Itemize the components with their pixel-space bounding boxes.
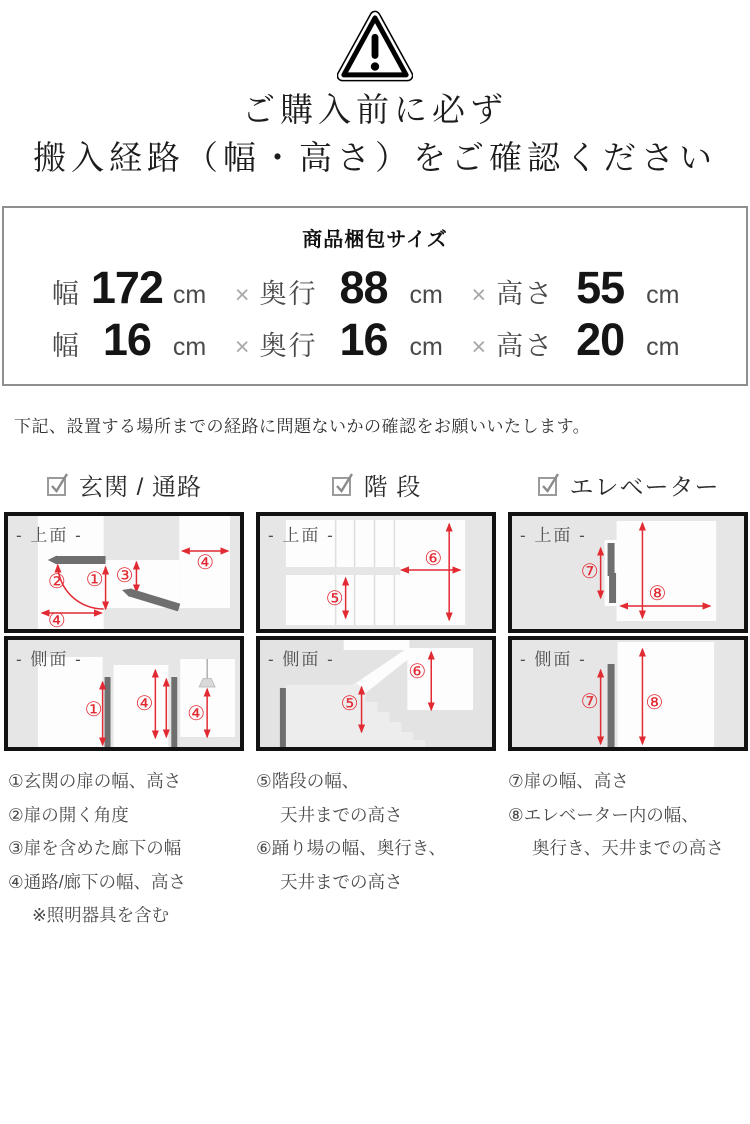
- width-value: 172: [90, 262, 163, 313]
- top-view-label: - 上面 -: [268, 526, 335, 545]
- package-size-box: [2, 206, 748, 386]
- section-header-stairs: [256, 469, 496, 499]
- legend-item: ⑦扉の幅、高さ: [508, 771, 629, 791]
- unit-label: cm: [409, 281, 443, 309]
- legend-item: 天井までの高さ: [280, 804, 403, 825]
- elevator-door-bar-2: [609, 573, 616, 603]
- ceiling-strip: [344, 640, 410, 650]
- warning-icon: [337, 10, 413, 82]
- package-size-title: 商品梱包サイズ: [302, 229, 448, 251]
- entrance-top-view-panel: [4, 512, 244, 633]
- times-separator: ×: [234, 281, 250, 309]
- height-value: 55: [576, 262, 625, 313]
- legend-item: ④通路/廊下の幅、高さ: [8, 871, 187, 892]
- dimension-mark-1: ①: [85, 568, 104, 592]
- door-frame-2: [171, 677, 177, 747]
- legend-item: ②扉の開く角度: [8, 804, 129, 825]
- depth-label: 奥行: [259, 331, 318, 361]
- entrance-side-view-panel: [4, 636, 244, 751]
- width-label: 幅: [51, 279, 81, 309]
- dimension-mark-8: ⑧: [645, 691, 664, 715]
- legend-item: ③扉を含めた廊下の幅: [8, 838, 182, 858]
- times-separator: ×: [234, 333, 250, 361]
- section-elevator: [508, 469, 748, 751]
- dimension-mark-6: ⑥: [424, 547, 443, 571]
- dimension-mark-3: ③: [115, 564, 134, 588]
- legend-elevator: [508, 765, 750, 933]
- times-separator: ×: [471, 281, 487, 309]
- dimension-mark-4d: ④: [187, 702, 206, 726]
- dimension-mark-4: ④: [135, 692, 154, 716]
- unit-label: cm: [646, 281, 680, 309]
- section-entrance: [4, 469, 244, 751]
- section-stairs: [256, 469, 496, 751]
- stairs-side-view-panel: [256, 636, 496, 751]
- depth-label: 奥行: [259, 279, 318, 309]
- section-title: 玄関 / 通路: [78, 473, 202, 501]
- height-value: 20: [576, 314, 625, 365]
- legend-stairs: [256, 765, 508, 933]
- depth-value: 88: [339, 262, 388, 313]
- elevator-car-interior: [618, 642, 715, 747]
- door-frame: [280, 688, 286, 747]
- elevator-top-view-panel: [508, 512, 748, 633]
- top-view-label: - 上面 -: [520, 526, 587, 545]
- stairs-top-view-panel: [256, 512, 496, 633]
- checkbox-icon: [46, 471, 70, 497]
- legend-item: ⑧エレベーター内の幅、: [508, 804, 699, 825]
- legend-item: 奥行き、天井までの高さ: [532, 838, 724, 858]
- section-header-elevator: [508, 469, 748, 499]
- legend-item-note: ※照明器具を含む: [32, 905, 170, 925]
- dimension-mark-4b: ④: [196, 551, 215, 575]
- side-view-label: - 側面 -: [268, 650, 335, 669]
- legend-item: ⑥踊り場の幅、奥行き、: [256, 838, 446, 858]
- legend-item: ①玄関の扉の幅、高さ: [8, 771, 182, 791]
- entrance-door-bar: [56, 556, 106, 564]
- elevator-door-bar: [608, 664, 615, 747]
- section-header-entrance: [4, 469, 244, 499]
- unit-label: cm: [172, 281, 207, 309]
- width-value: 16: [102, 314, 151, 365]
- legend: [0, 765, 750, 933]
- legend-item: ⑤階段の幅、: [256, 771, 360, 791]
- checkbox-icon: [331, 471, 355, 497]
- page-title: [0, 86, 750, 182]
- dimension-mark-7: ⑦: [580, 690, 599, 714]
- door-frame-1: [105, 677, 111, 747]
- dimension-mark-5: ⑤: [325, 587, 344, 611]
- depth-value: 16: [339, 314, 388, 365]
- unit-label: cm: [409, 333, 443, 361]
- dimension-mark-1: ①: [84, 698, 103, 722]
- legend-item: 天井までの高さ: [280, 871, 403, 892]
- side-view-label: - 側面 -: [520, 650, 587, 669]
- stair-divider-wall: [286, 567, 401, 575]
- unit-label: cm: [172, 333, 207, 361]
- section-title: 階 段: [363, 473, 422, 501]
- checkbox-icon: [537, 471, 561, 497]
- elevator-side-view-panel: [508, 636, 748, 751]
- legend-entrance: [8, 765, 256, 933]
- section-title: エレベーター: [569, 473, 720, 501]
- dimension-mark-4: ④: [47, 609, 66, 629]
- height-label: 高さ: [496, 331, 555, 361]
- page-title-line2: 搬入経路（幅・高さ）をご確認ください: [33, 139, 717, 176]
- dimension-mark-5: ⑤: [340, 692, 359, 716]
- height-label: 高さ: [496, 279, 555, 309]
- dimension-mark-8: ⑧: [648, 582, 667, 606]
- dimension-mark-2: ②: [47, 570, 66, 594]
- dimension-mark-6: ⑥: [408, 660, 427, 684]
- width-label: 幅: [51, 331, 81, 361]
- times-separator: ×: [471, 333, 487, 361]
- side-view-label: - 側面 -: [16, 650, 83, 669]
- route-sections: [0, 469, 750, 751]
- package-size-row-2: [4, 314, 746, 366]
- page-title-line1: ご購入前に必ず: [242, 91, 508, 128]
- elevator-door-bar: [608, 543, 615, 576]
- dimension-mark-7: ⑦: [580, 560, 599, 584]
- top-view-label: - 上面 -: [16, 526, 83, 545]
- package-size-row-1: [4, 262, 746, 314]
- unit-label: cm: [646, 333, 680, 361]
- route-check-note: 下記、設置する場所までの経路に問題ないかの確認をお願いいたします。: [14, 417, 591, 436]
